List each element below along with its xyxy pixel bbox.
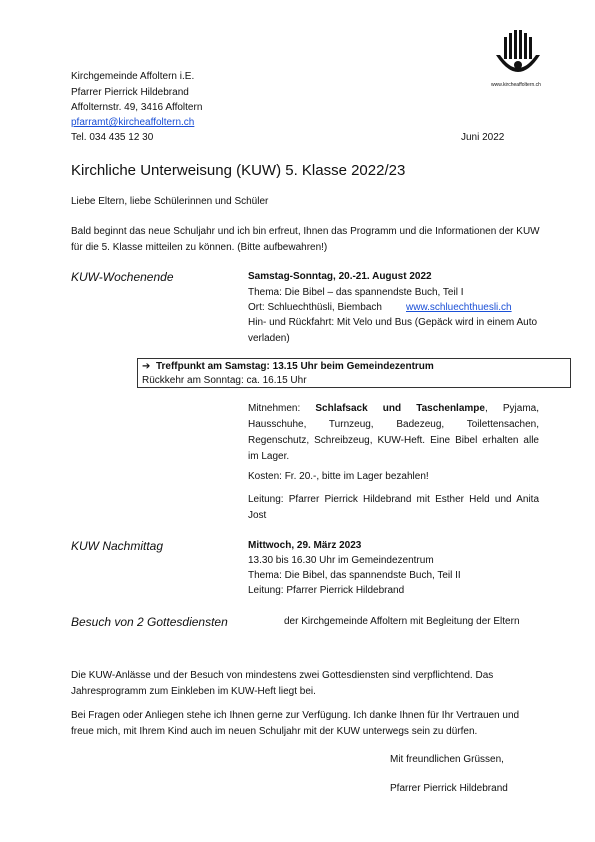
afternoon-time: 13.30 bis 16.30 Uhr im Gemeindezentrum [248, 555, 434, 566]
weekend-costs: Kosten: Fr. 20.-, bitte im Lager bezahlen! [248, 471, 429, 482]
sender-organization: Kirchgemeinde Affoltern i.E. [71, 71, 195, 82]
logo-url: www.kircheaffoltern.ch [491, 82, 541, 88]
return-time-text: Rückkehr am Sonntag: ca. 16.15 Uhr [142, 375, 307, 386]
arrow-right-icon: ➔ [142, 361, 151, 372]
signature-name: Pfarrer Pierrick Hildebrand [390, 783, 508, 794]
closing-paragraph-2: Bei Fragen oder Anliegen stehe ich Ihnen gerne zur Verfügung. Ich danke Ihnen für Ihr Vertrauen und freue mich, mit Ihrem Kind auch im neuen Schuljahr mit der KUW unterwegs sein zu dürfen. [71, 710, 520, 737]
section-label-afternoon: KUW Nachmittag [71, 539, 164, 553]
closing-paragraph-1: Die KUW-Anlässe und der Besuch von mindestens zwei Gottesdiensten sind verpflichtend. Das Jahresprogramm zum Einkleben im KUW-Heft liegt bei. [71, 670, 494, 697]
regards: Mit freundlichen Grüssen, [390, 754, 504, 765]
weekend-leitung: Leitung: Pfarrer Pierrick Hildebrand mit Esther Held und Anita Jost [248, 494, 539, 521]
sender-name: Pfarrer Pierrick Hildebrand [71, 87, 189, 98]
section-label-weekend: KUW-Wochenende [71, 270, 174, 284]
section-label-services: Besuch von 2 Gottesdiensten [71, 615, 228, 629]
weekend-ort-text: Ort: Schluechthüsli, Biembach [248, 302, 382, 313]
packing-list [248, 401, 539, 465]
sender-email-link[interactable]: pfarramt@kircheaffoltern.ch [71, 117, 195, 128]
greeting: Liebe Eltern, liebe Schülerinnen und Schüler [71, 196, 269, 207]
weekend-thema: Thema: Die Bibel – das spannendste Buch, Teil I [248, 287, 464, 298]
meeting-point-text: Treffpunkt am Samstag: 13.15 Uhr beim Gemeindezentrum [155, 361, 434, 372]
sender-phone: Tel. 034 435 12 30 [71, 132, 154, 143]
meeting-point-box [137, 358, 571, 388]
page-title: Kirchliche Unterweisung (KUW) 5. Klasse 2022/23 [71, 162, 406, 179]
afternoon-date: Mittwoch, 29. März 2023 [248, 540, 362, 551]
sender-address: Affolternstr. 49, 3416 Affoltern [71, 102, 203, 113]
weekend-travel: Hin- und Rückfahrt: Mit Velo und Bus (Gepäck wird in einem Auto verladen) [248, 317, 538, 344]
schluechthuesli-link[interactable]: www.schluechthuesli.ch [406, 302, 512, 313]
afternoon-thema: Thema: Die Bibel, das spannendste Buch, Teil II [248, 570, 461, 581]
intro-paragraph: Bald beginnt das neue Schuljahr und ich bin erfreut, Ihnen das Programm und die Informationen der KUW für die 5. Klasse mitteilen zu können. (Bitte aufbewahren!) [71, 226, 540, 253]
weekend-ort [248, 300, 382, 316]
weekend-date: Samstag-Sonntag, 20.-21. August 2022 [248, 271, 432, 282]
packing-list-prefix: Mitnehmen: [248, 403, 316, 414]
services-text: der Kirchgemeinde Affoltern mit Begleitung der Eltern [284, 616, 520, 627]
packing-list-rest: , Pyjama, Hausschuhe, Turnzeug, Badezeug, Toilettensachen, Regenschutz, Schreibzeug, KUW-Heft. Eine Bibel erhalten alle im Lager. [248, 403, 539, 462]
letter-date: Juni 2022 [461, 132, 505, 143]
packing-list-bold: Schlafsack und Taschenlampe [315, 403, 485, 414]
afternoon-leitung: Leitung: Pfarrer Pierrick Hildebrand [248, 585, 405, 596]
